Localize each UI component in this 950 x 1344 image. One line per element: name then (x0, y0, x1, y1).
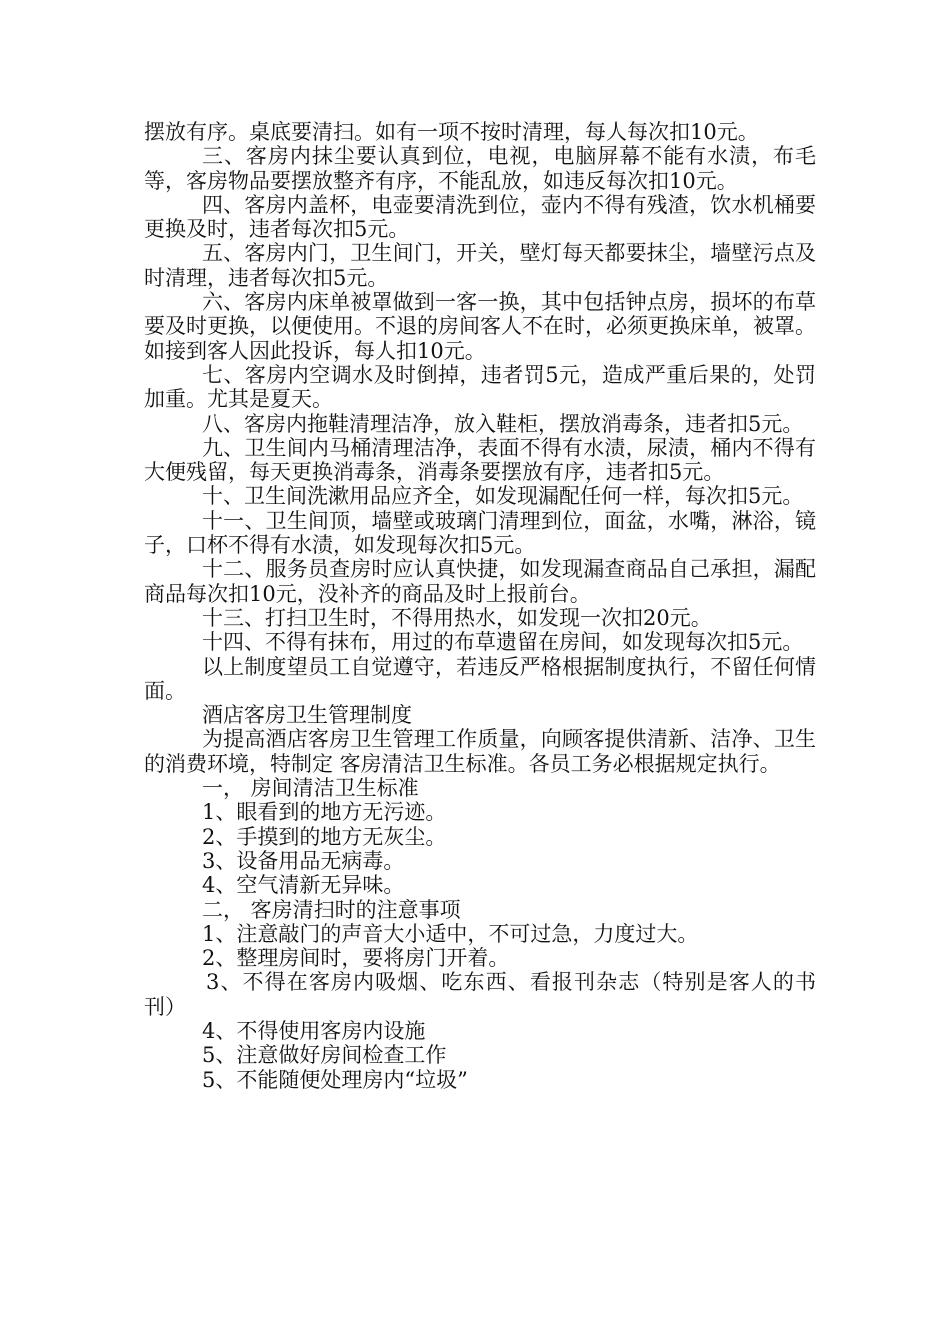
paragraph: 九、卫生间内马桶清理洁净，表面不得有水渍，尿渍，桶内不得有大便残留，每天更换消毒条，消毒条要摆放有序，违者扣5元。 (144, 435, 816, 485)
paragraph: 十、卫生间洗漱用品应齐全，如发现漏配任何一样，每次扣5元。 (202, 484, 804, 509)
paragraph: 十二、服务员查房时应认真快捷，如发现漏查商品自己承担，漏配商品每次扣10元，没补齐的商品及时上报前台。 (144, 557, 816, 606)
paragraph: 五、客房内门，卫生间门，开关，壁灯每天都要抹尘，墙壁污点及时清理，违者每次扣5元。 (144, 241, 816, 290)
paragraph: 为提高酒店客房卫生管理工作质量，向顾客提供清新、洁净、卫生的消费环境，特制定 客房清洁卫生标准。各员工务必根据规定执行。 (144, 727, 816, 776)
paragraph: 摆放有序。桌底要清扫。如有一项不按时清理，每人每次扣10元。 (144, 120, 759, 144)
paragraph: 3、设备用品无病毒。 (202, 848, 405, 873)
paragraph: 1、注意敲门的声音大小适中，不可过急，力度过大。 (202, 921, 699, 946)
paragraph: 一， 房间清洁卫生标准 (202, 776, 419, 801)
paragraph: 四、客房内盖杯，电壶要清洗到位，壶内不得有残渣，饮水机桶要更换及时，违者每次扣5元。 (144, 192, 816, 242)
paragraph: 1、眼看到的地方无污迹。 (202, 800, 447, 825)
paragraph: 七、客房内空调水及时倒掉，违者罚5元，造成严重后果的，处罚加重。尤其是夏天。 (144, 362, 816, 412)
paragraph: 5、不能随便处理房内“垃圾” (202, 1067, 468, 1092)
paragraph: 酒店客房卫生管理制度 (202, 703, 412, 728)
paragraph: 2、整理房间时，要将房门开着。 (202, 946, 510, 971)
paragraph: 2、手摸到的地方无灰尘。 (202, 824, 447, 849)
document-body (144, 120, 816, 1092)
paragraph: 4、不得使用客房内设施 (202, 1018, 426, 1043)
paragraph: 5、注意做好房间检查工作 (202, 1043, 447, 1068)
paragraph: 3、不得在客房内吸烟、吃东西、看报刊杂志（特别是客人的书刊） (144, 970, 816, 1019)
paragraph: 二， 客房清扫时的注意事项 (202, 897, 461, 922)
paragraph: 十四、不得有抹布，用过的布草遗留在房间，如发现每次扣5元。 (202, 630, 804, 655)
paragraph: 4、空气清新无异味。 (202, 873, 405, 898)
paragraph: 十三、打扫卫生时，不得用热水，如发现一次扣20元。 (202, 605, 712, 630)
paragraph: 十一、卫生间顶，墙壁或玻璃门清理到位，面盆，水嘴，淋浴，镜子，口杯不得有水渍，如发现每次扣5元。 (144, 508, 816, 558)
paragraph: 六、客房内床单被罩做到一客一换，其中包括钟点房，损坏的布草要及时更换，以便使用。不退的房间客人不在时，必须更换床单，被罩。如接到客人因此投诉，每人扣10元。 (144, 290, 816, 363)
paragraph: 以上制度望员工自觉遵守，若违反严格根据制度执行，不留任何情面。 (144, 654, 816, 703)
paragraph: 八、客房内拖鞋清理洁净，放入鞋柜，摆放消毒条，违者扣5元。 (202, 411, 804, 436)
paragraph: 三、客房内抹尘要认真到位，电视，电脑屏幕不能有水渍，布毛等，客房物品要摆放整齐有序，不能乱放，如违反每次扣10元。 (144, 144, 816, 193)
